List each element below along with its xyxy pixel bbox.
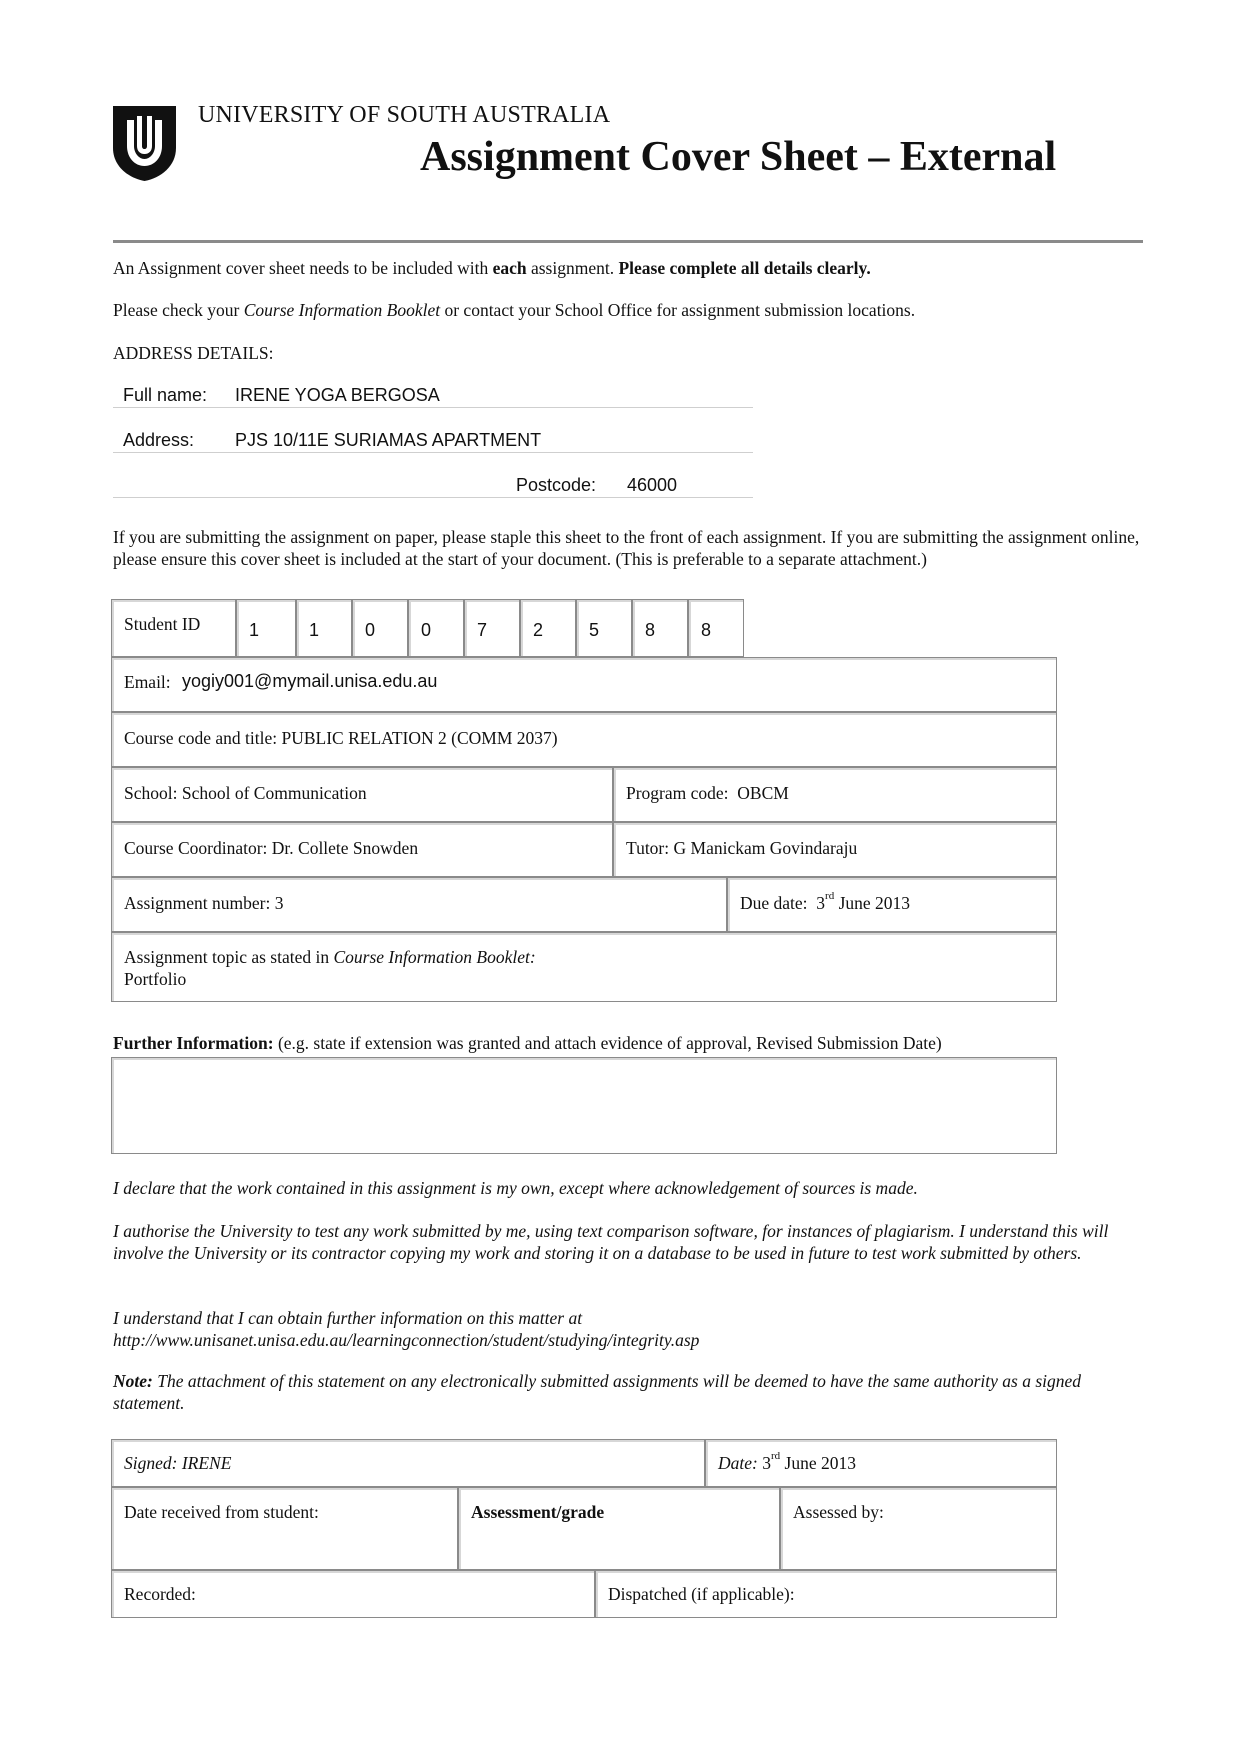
full-name-underline [113, 407, 753, 408]
digit-value: 0 [365, 620, 376, 640]
assignment-number-field[interactable]: 3 [274, 893, 284, 913]
assignment-label: Assignment number: [124, 893, 271, 913]
full-name-label: Full name: [123, 385, 208, 405]
assessed-by-label: Assessed by: [793, 1502, 884, 1522]
integrity-link[interactable]: http://www.unisanet.unisa.edu.au/learningconnection/student/studying/integrity.asp [113, 1330, 700, 1350]
program-field[interactable]: OBCM [737, 783, 789, 803]
dispatched-cell[interactable] [595, 1570, 1057, 1618]
postcode-field[interactable]: 46000 [627, 475, 678, 495]
student-id-digit[interactable] [352, 599, 408, 657]
date-received-cell[interactable] [111, 1487, 458, 1570]
declaration-further-info: I understand that I can obtain further information on this matter at [113, 1308, 583, 1328]
topic-label-booklet: Course Information Booklet: [333, 947, 536, 967]
university-name: UNIVERSITY OF SOUTH AUSTRALIA [198, 102, 611, 128]
student-id-digit[interactable] [520, 599, 576, 657]
topic-label-text: Assignment topic as stated in [124, 947, 334, 967]
student-id-digit[interactable] [408, 599, 464, 657]
dispatched-label: Dispatched (if applicable): [608, 1584, 795, 1604]
assignment-number-cell [111, 877, 727, 932]
school-cell [111, 767, 613, 822]
postcode-underline [113, 497, 753, 498]
further-info-box[interactable] [111, 1057, 1057, 1154]
student-id-digit[interactable] [236, 599, 296, 657]
student-id-digit[interactable] [296, 599, 352, 657]
address-underline [113, 452, 753, 453]
sign-date-suffix: rd [770, 1450, 781, 1462]
address-heading: ADDRESS DETAILS: [113, 343, 274, 363]
page-title: Assignment Cover Sheet – External [420, 134, 1057, 180]
note-label: Note: [113, 1371, 153, 1391]
due-date-cell [727, 877, 1057, 932]
submission-note: If you are submitting the assignment on paper, please staple this sheet to the front of each assignment. If you are submitting the assignment online, please ensure this cover sheet is included at the start of your document. (This is preferable to a separate attachment.) [113, 527, 1140, 569]
course-field[interactable]: PUBLIC RELATION 2 (COMM 2037) [281, 728, 558, 748]
intro-line-1 [113, 257, 871, 279]
signed-line [124, 1453, 231, 1474]
due-rest: June 2013 [838, 893, 911, 913]
due-date-field[interactable] [816, 890, 911, 913]
course-label: Course code and title: [124, 728, 278, 748]
coordinator-cell [111, 822, 613, 877]
declaration-note [113, 1370, 1143, 1414]
topic-field[interactable]: Portfolio [124, 969, 187, 989]
program-cell [613, 767, 1057, 822]
coordinator-line [124, 838, 418, 859]
email-label: Email: [124, 672, 171, 692]
tutor-line [626, 838, 857, 859]
intro-text-4: or contact your School Office for assignment submission locations. [440, 300, 916, 320]
course-row [111, 712, 1057, 767]
student-id-digit[interactable] [464, 599, 520, 657]
postcode-label: Postcode: [516, 475, 597, 495]
due-suffix: rd [825, 890, 835, 902]
intro-text: An Assignment cover sheet needs to be included with [113, 258, 493, 278]
assessment-grade-cell[interactable] [458, 1487, 780, 1570]
intro-emphasis: each [492, 258, 527, 278]
declaration-own-work: I declare that the work contained in this assignment is my own, except where acknowledgement of sources is made. [113, 1178, 918, 1198]
intro-text-2: assignment. [526, 258, 619, 278]
signed-label: Signed: [124, 1453, 178, 1473]
tutor-cell [613, 822, 1057, 877]
declaration-plagiarism: I authorise the University to test any work submitted by me, using text comparison software, for instances of plagiarism. I understand this will involve the University or its contractor copying my work and storing it on a database to be used in future to test work submitted by others. [113, 1221, 1109, 1263]
full-name-field[interactable]: IRENE YOGA BERGOSA [235, 385, 440, 405]
coordinator-field[interactable]: Dr. Collete Snowden [271, 838, 419, 858]
school-label: School: [124, 783, 178, 803]
program-label: Program code: [626, 783, 729, 803]
program-line [626, 783, 789, 804]
signed-field[interactable]: IRENE [181, 1453, 232, 1473]
address-field[interactable]: PJS 10/11E SURIAMAS APARTMENT [235, 430, 542, 450]
student-id-label-cell [111, 599, 236, 657]
assignment-line [124, 893, 283, 914]
student-id-digit[interactable] [688, 599, 744, 657]
intro-instruction: Please complete all details clearly. [618, 258, 871, 278]
digit-value: 8 [645, 620, 656, 640]
digit-value: 7 [477, 620, 488, 640]
tutor-field[interactable]: G Manickam Govindaraju [673, 838, 858, 858]
date-received-label: Date received from student: [124, 1502, 319, 1522]
digit-value: 1 [249, 620, 260, 640]
further-info-hint: (e.g. state if extension was granted and attach evidence of approval, Revised Submission Date) [273, 1033, 942, 1053]
sign-date-rest: June 2013 [784, 1453, 856, 1473]
digit-value: 2 [533, 620, 544, 640]
student-id-digit[interactable] [576, 599, 632, 657]
sign-date-line [718, 1450, 856, 1474]
digit-value: 1 [309, 620, 320, 640]
tutor-label: Tutor: [626, 838, 670, 858]
topic-row [111, 932, 1057, 1002]
recorded-label: Recorded: [124, 1584, 196, 1604]
digit-value: 0 [421, 620, 432, 640]
due-day: 3 [816, 893, 826, 913]
coordinator-label: Course Coordinator: [124, 838, 268, 858]
due-date-line [740, 890, 911, 914]
sign-date-day: 3 [762, 1453, 771, 1473]
assessment-grade-label: Assessment/grade [471, 1502, 605, 1522]
sign-date-label: Date: [718, 1453, 758, 1473]
digit-value: 5 [589, 620, 600, 640]
email-field[interactable]: yogiy001@mymail.unisa.edu.au [182, 671, 438, 691]
further-info-label: Further Information: [113, 1033, 274, 1053]
sign-date-field[interactable] [762, 1450, 856, 1473]
recorded-cell[interactable] [111, 1570, 595, 1618]
booklet-reference: Course Information Booklet [243, 300, 441, 320]
address-label: Address: [123, 430, 195, 450]
note-text: The attachment of this statement on any electronically submitted assignments will be deemed to have the same authority as a signed statement. [113, 1371, 1082, 1413]
topic-label [124, 947, 536, 968]
intro-text-3: Please check your [113, 300, 244, 320]
school-line [124, 783, 367, 804]
email-row [111, 657, 1057, 712]
header-divider [113, 240, 1143, 243]
school-field[interactable]: School of Communication [181, 783, 367, 803]
course-line [124, 728, 558, 749]
unisa-shield-logo-icon [113, 106, 176, 181]
further-info-heading [113, 1032, 942, 1054]
assessed-by-cell[interactable] [780, 1487, 1057, 1570]
student-id-digit[interactable] [632, 599, 688, 657]
student-id-label: Student ID [124, 614, 201, 634]
digit-value: 8 [701, 620, 712, 640]
signed-cell [111, 1439, 705, 1487]
intro-line-2 [113, 299, 915, 321]
sign-date-cell [705, 1439, 1057, 1487]
due-date-label: Due date: [740, 893, 808, 913]
